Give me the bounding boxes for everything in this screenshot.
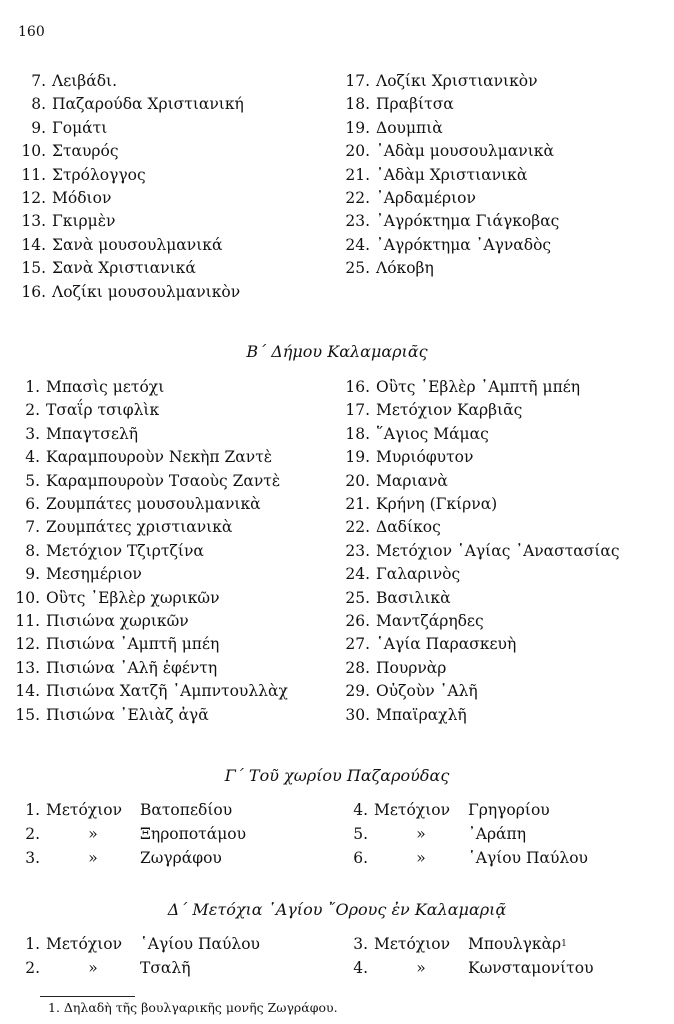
- list-item: [338, 70, 559, 93]
- item-name: Ξηροποτάμου: [140, 825, 247, 843]
- item-number: 13.: [15, 658, 40, 677]
- item-number: 6.: [25, 495, 40, 514]
- item-number: 11.: [15, 612, 40, 631]
- list-item: [338, 187, 559, 210]
- item-name: Πισιώνα ᾿Ελιὰζ ἀγᾶ: [46, 705, 209, 724]
- item-name: Τσαΐρ τσιφλὶκ: [46, 401, 160, 420]
- list-item: [338, 610, 620, 633]
- list-column-b-right: [338, 376, 620, 727]
- list-item: [338, 399, 620, 422]
- item-name: ῾Αγίου Παύλου: [140, 935, 260, 953]
- item-number: 15.: [15, 705, 40, 724]
- item-name: Γαλαρινὸς: [376, 565, 461, 584]
- item-name: Μετόχιον Καρβιᾶς: [376, 401, 523, 420]
- item-name: Βασιλικὰ: [376, 588, 451, 607]
- list-item: [8, 680, 288, 703]
- list-item: [8, 446, 288, 469]
- item-number: 5.: [353, 825, 368, 843]
- list-item: [8, 516, 288, 539]
- item-prefix: Μετόχιον: [374, 935, 451, 953]
- item-name: Ζωγράφου: [140, 849, 222, 867]
- list-item: [8, 610, 288, 633]
- ditto-mark: »: [416, 825, 426, 843]
- item-number: 17.: [345, 72, 370, 90]
- item-name: Σανὰ μουσουλμανικά: [52, 235, 223, 254]
- item-number: 20.: [345, 142, 370, 161]
- item-name: Σταυρός: [52, 142, 119, 161]
- list-column-c-right: [336, 798, 588, 870]
- footnote-divider: [40, 996, 135, 997]
- list-item: [14, 93, 244, 116]
- item-number: 9.: [25, 565, 40, 584]
- item-name: Μπουλγκὰρ: [468, 935, 562, 953]
- list-item: [338, 210, 559, 233]
- item-name: ᾿Αράπη: [468, 825, 526, 843]
- item-number: 18.: [345, 95, 370, 114]
- list-item: [338, 633, 620, 656]
- item-number: 24.: [345, 565, 370, 584]
- item-name: ᾿Αρδαμέριον: [376, 189, 476, 208]
- footnote-marker: 1: [561, 939, 567, 949]
- item-name: Γομάτι: [52, 118, 108, 137]
- item-number: 26.: [345, 612, 370, 631]
- list-item: [336, 956, 594, 980]
- list-item: [8, 376, 288, 399]
- list-item: [338, 540, 620, 563]
- list-item: [8, 399, 288, 422]
- item-name: Μετόχιον Τζιρτζίνα: [46, 541, 204, 560]
- item-number: 2.: [25, 401, 40, 420]
- list-item: [338, 257, 559, 280]
- item-prefix: Μετόχιον: [374, 801, 451, 819]
- list-item: [338, 516, 620, 539]
- item-number: 25.: [345, 588, 370, 607]
- item-name: Μαντζάρηδες: [376, 612, 484, 631]
- list-column-a-right: [338, 70, 559, 281]
- item-name: ῾Αγίου Παύλου: [468, 849, 588, 867]
- item-name: Μπασὶς μετόχι: [46, 378, 165, 396]
- ditto-mark: »: [88, 849, 98, 867]
- list-item: [8, 493, 288, 516]
- item-number: 8.: [25, 541, 40, 560]
- item-number: 21.: [345, 165, 370, 184]
- list-item: [336, 798, 588, 822]
- list-column-d-left: [8, 932, 260, 980]
- item-name: Γκιρμὲν: [52, 212, 116, 231]
- list-item: [338, 117, 559, 140]
- item-number: 27.: [345, 635, 370, 654]
- item-number: 1.: [25, 801, 40, 819]
- item-name: Οὒτς ᾿Εβλὲρ ᾿Αμπτῆ μπέη: [376, 378, 581, 396]
- item-name: Οὐζοὺν ᾿Αλῆ: [376, 682, 478, 701]
- item-name: Καραμπουροὺν Νεκὴπ Ζαντὲ: [46, 448, 273, 467]
- item-number: 3.: [353, 935, 368, 953]
- item-name: Μόδιον: [52, 189, 112, 208]
- item-number: 10.: [15, 588, 40, 607]
- list-column-b-left: [8, 376, 288, 727]
- list-item: [8, 657, 288, 680]
- list-item: [8, 846, 246, 870]
- list-item: [336, 846, 588, 870]
- list-item: [338, 704, 620, 727]
- item-prefix: Μετόχιον: [46, 801, 123, 819]
- item-name: Ζουμπάτες μουσουλμανικὰ: [46, 495, 261, 514]
- list-item: [8, 798, 246, 822]
- item-number: 10.: [21, 142, 46, 161]
- item-name: Σανὰ Χριστιανικά: [52, 259, 196, 278]
- item-number: 30.: [345, 705, 370, 724]
- list-column-a-left: [14, 70, 244, 304]
- item-number: 2.: [25, 825, 40, 843]
- item-name: Μυριόφυτον: [376, 448, 474, 467]
- list-item: [338, 376, 620, 399]
- list-item: [338, 563, 620, 586]
- item-name: Μετόχιον ῾Αγίας ᾿Αναστασίας: [376, 541, 620, 560]
- item-name: ᾿Αγρόκτημα Γιάγκοβας: [376, 212, 560, 231]
- item-number: 14.: [15, 682, 40, 701]
- item-name: Ζουμπάτες χριστιανικὰ: [46, 518, 233, 537]
- item-name: Γρηγορίου: [468, 801, 550, 819]
- list-item: [336, 822, 588, 846]
- section-title-c: Γ΄ Τοῦ χωρίου Παζαρούδας: [224, 766, 450, 785]
- footnote: 1. Δηλαδὴ τῆς βουλγαρικῆς μονῆς Ζωγράφου.: [48, 1000, 338, 1015]
- section-title-b: Β΄ Δήμου Καλαμαριᾶς: [246, 342, 428, 361]
- item-name: Μεσημέριον: [46, 565, 142, 584]
- item-name: ᾿Αγρόκτημα ᾿Αγναδὸς: [376, 235, 552, 254]
- list-item: [8, 587, 288, 610]
- item-number: 4.: [353, 801, 368, 819]
- list-item: [8, 563, 288, 586]
- item-name: Κρήνη (Γκίρνα): [376, 495, 498, 514]
- list-item: [8, 423, 288, 446]
- item-number: 2.: [25, 959, 40, 977]
- item-name: Κωνσταμονίτου: [468, 959, 594, 977]
- item-number: 21.: [345, 495, 370, 514]
- item-number: 13.: [21, 212, 46, 231]
- list-item: [338, 93, 559, 116]
- item-name: Λειβάδι.: [52, 72, 118, 90]
- item-name: ῾Αγία Παρασκευὴ: [376, 635, 517, 654]
- item-number: 25.: [345, 259, 370, 278]
- page-number: 160: [18, 24, 45, 40]
- item-name: Πισιώνα Χατζῆ ᾿Αμπντουλλὰχ: [46, 682, 288, 701]
- item-prefix: Μετόχιον: [46, 935, 123, 953]
- list-item: [338, 587, 620, 610]
- list-item: [338, 234, 559, 257]
- item-number: 1.: [25, 935, 40, 953]
- item-number: 23.: [345, 541, 370, 560]
- item-name: Μπαγτσελῆ: [46, 424, 139, 443]
- item-number: 16.: [345, 378, 370, 396]
- list-item: [8, 932, 260, 956]
- list-item: [14, 281, 244, 304]
- item-name: ῞Αγιος Μάμας: [376, 424, 489, 443]
- list-item: [338, 493, 620, 516]
- item-number: 22.: [345, 189, 370, 208]
- list-item: [338, 164, 559, 187]
- list-item: [14, 257, 244, 280]
- ditto-mark: »: [416, 849, 426, 867]
- item-name: Βατοπεδίου: [140, 801, 233, 819]
- item-number: 23.: [345, 212, 370, 231]
- list-item: [14, 140, 244, 163]
- item-name: Πισιώνα χωρικῶν: [46, 612, 189, 631]
- item-number: 19.: [345, 448, 370, 467]
- item-name: Λοζίκι Χριστιανικὸν: [376, 72, 538, 90]
- list-item: [14, 117, 244, 140]
- item-name: Στρόλογγος: [52, 165, 146, 184]
- list-item: [14, 187, 244, 210]
- item-name: Μπαϊραχλῆ: [376, 705, 467, 724]
- section-title-d: Δ΄ Μετόχια ῾Αγίου ῎Ορους ἐν Καλαμαριᾷ: [167, 900, 507, 919]
- list-item: [338, 470, 620, 493]
- item-number: 5.: [25, 471, 40, 490]
- list-item: [338, 140, 559, 163]
- item-number: 28.: [345, 658, 370, 677]
- list-item: [14, 164, 244, 187]
- item-number: 24.: [345, 235, 370, 254]
- item-name: ᾿Αδὰμ Χριστιανικὰ: [376, 165, 528, 184]
- list-item: [338, 657, 620, 680]
- item-number: 16.: [21, 282, 46, 301]
- item-number: 7.: [25, 518, 40, 537]
- item-number: 11.: [21, 165, 46, 184]
- item-name: Πραβίτσα: [376, 95, 454, 114]
- item-number: 15.: [21, 259, 46, 278]
- list-item: [338, 680, 620, 703]
- list-item: [14, 234, 244, 257]
- item-name: Δουμπιὰ: [376, 118, 443, 137]
- item-name: Λοζίκι μουσουλμανικὸν: [52, 282, 241, 301]
- item-name: Δαδίκος: [376, 518, 441, 537]
- item-number: 14.: [21, 235, 46, 254]
- item-name: Οὒτς ᾿Εβλὲρ χωρικῶν: [46, 588, 220, 607]
- item-number: 8.: [31, 95, 46, 114]
- item-name: Λόκοβη: [376, 259, 434, 278]
- item-name: ᾿Αδὰμ μουσουλμανικὰ: [376, 142, 554, 161]
- list-column-c-left: [8, 798, 246, 870]
- item-name: Μαριανὰ: [376, 471, 448, 490]
- item-name: Καραμπουροὺν Τσαοὺς Ζαντὲ: [46, 471, 281, 490]
- list-item: [8, 704, 288, 727]
- item-name: Πισιώνα ᾿Αμπτῆ μπέη: [46, 635, 220, 654]
- list-item: [338, 423, 620, 446]
- item-number: 6.: [353, 849, 368, 867]
- item-number: 1.: [25, 378, 40, 396]
- item-number: 19.: [345, 118, 370, 137]
- list-item: [8, 470, 288, 493]
- list-item: [14, 210, 244, 233]
- item-number: 7.: [31, 72, 46, 90]
- item-name: Τσαλῆ: [140, 959, 191, 977]
- item-number: 20.: [345, 471, 370, 490]
- item-name: Πουρνὰρ: [376, 658, 447, 677]
- item-number: 3.: [25, 424, 40, 443]
- ditto-mark: »: [416, 959, 426, 977]
- list-item: [8, 822, 246, 846]
- item-number: 12.: [15, 635, 40, 654]
- list-item: [14, 70, 244, 93]
- item-number: 18.: [345, 424, 370, 443]
- item-number: 29.: [345, 682, 370, 701]
- item-number: 9.: [31, 118, 46, 137]
- list-item: [8, 956, 260, 980]
- item-number: 4.: [25, 448, 40, 467]
- item-number: 22.: [345, 518, 370, 537]
- list-column-d-right: [336, 932, 594, 980]
- item-number: 3.: [25, 849, 40, 867]
- list-item: [8, 540, 288, 563]
- item-name: Παζαρούδα Χριστιανική: [52, 95, 244, 114]
- item-number: 12.: [21, 189, 46, 208]
- item-name: Πισιώνα ᾿Αλῆ ἐφέντη: [46, 658, 218, 677]
- item-number: 4.: [353, 959, 368, 977]
- ditto-mark: »: [88, 959, 98, 977]
- item-number: 17.: [345, 401, 370, 420]
- ditto-mark: »: [88, 825, 98, 843]
- list-item: [338, 446, 620, 469]
- list-item: [336, 932, 594, 956]
- list-item: [8, 633, 288, 656]
